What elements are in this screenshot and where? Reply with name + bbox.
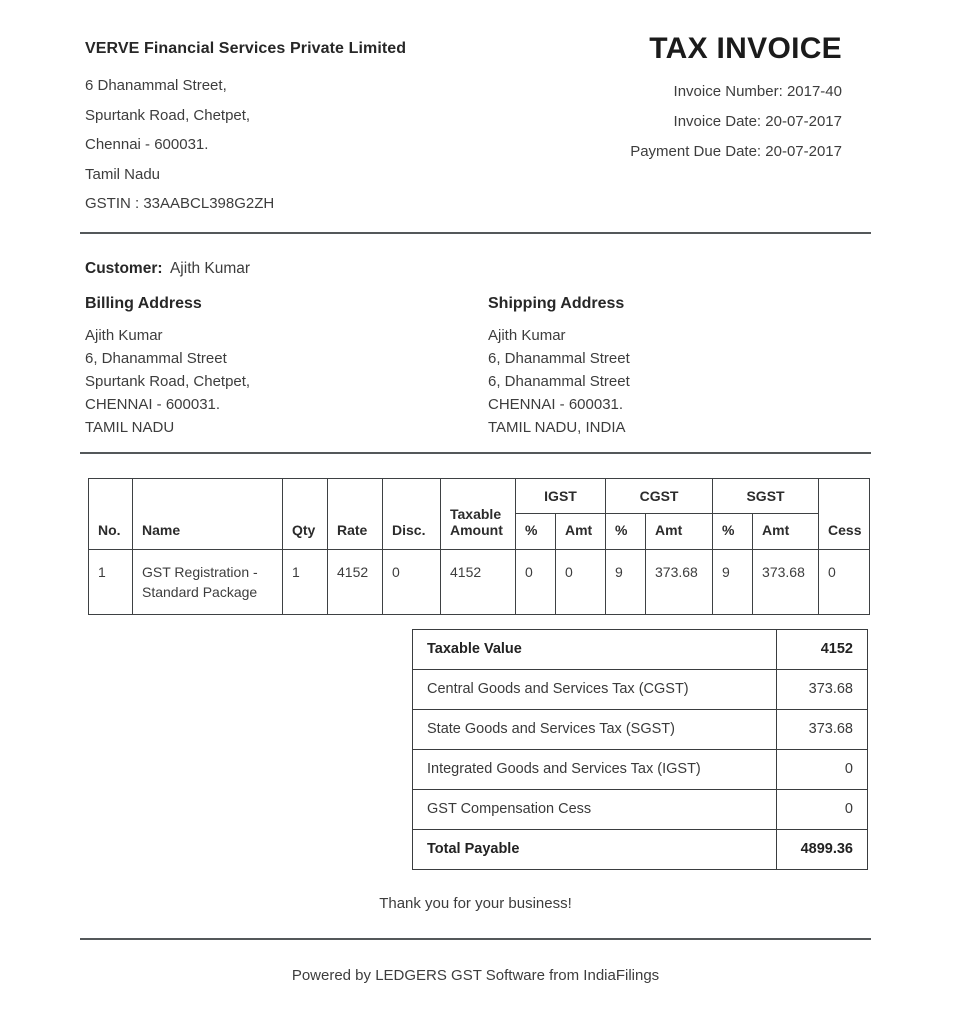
col-header-disc: Disc. xyxy=(383,478,441,549)
summary-label: Total Payable xyxy=(413,829,777,869)
customer-name: Ajith Kumar xyxy=(169,259,251,277)
addresses-section xyxy=(80,295,871,439)
item-row xyxy=(89,549,870,614)
summary-row-total-payable xyxy=(413,829,868,869)
invoice-header xyxy=(80,30,871,219)
address-divider xyxy=(80,452,871,454)
billing-address-line: CHENNAI - 600031. xyxy=(85,395,221,413)
seller-address-line: Spurtank Road, Chetpet, xyxy=(85,106,251,124)
col-header-igst: IGST xyxy=(516,478,606,513)
invoice-date-line xyxy=(630,107,842,137)
billing-address-heading: Billing Address xyxy=(85,294,202,312)
items-table xyxy=(88,478,870,615)
col-header-sgst-pct: % xyxy=(713,513,753,549)
payment-due-date-line xyxy=(630,137,842,167)
payment-due-date-value: 20-07-2017 xyxy=(765,143,842,160)
billing-address-line: 6, Dhanammal Street xyxy=(85,349,227,367)
summary-row-cgst xyxy=(413,669,868,709)
invoice-page xyxy=(80,0,871,984)
shipping-address-line: CHENNAI - 600031. xyxy=(488,395,624,413)
seller-gstin: GSTIN : 33AABCL398G2ZH xyxy=(85,195,275,212)
shipping-address-line: TAMIL NADU, INDIA xyxy=(488,418,626,436)
col-header-cgst: CGST xyxy=(606,478,713,513)
invoice-meta-block xyxy=(630,30,871,167)
item-no: 1 xyxy=(89,549,133,614)
shipping-address-line: 6, Dhanammal Street xyxy=(488,372,630,390)
invoice-number-value: 2017-40 xyxy=(786,83,842,100)
item-igst-pct: 0 xyxy=(516,549,556,614)
summary-row-sgst xyxy=(413,709,868,749)
billing-address-line: Spurtank Road, Chetpet, xyxy=(85,372,251,390)
payment-due-date-label: Payment Due Date: xyxy=(630,143,762,160)
col-header-igst-pct: % xyxy=(516,513,556,549)
invoice-date-value: 20-07-2017 xyxy=(765,113,842,130)
col-header-sgst-amt: Amt xyxy=(753,513,819,549)
invoice-date-label: Invoice Date: xyxy=(673,113,762,130)
summary-label: Integrated Goods and Services Tax (IGST) xyxy=(413,749,777,789)
item-sgst-pct: 9 xyxy=(713,549,753,614)
items-table-group-header-row xyxy=(89,478,870,513)
seller-block xyxy=(80,30,406,219)
shipping-address-line: 6, Dhanammal Street xyxy=(488,349,630,367)
summary-label: Central Goods and Services Tax (CGST) xyxy=(413,669,777,709)
summary-row-taxable-value xyxy=(413,629,868,669)
col-header-igst-amt: Amt xyxy=(556,513,606,549)
summary-value: 373.68 xyxy=(777,709,868,749)
footer-divider xyxy=(80,938,871,940)
item-igst-amt: 0 xyxy=(556,549,606,614)
item-qty: 1 xyxy=(283,549,328,614)
item-cgst-pct: 9 xyxy=(606,549,646,614)
powered-by-line: Powered by LEDGERS GST Software from IndiaFilings xyxy=(291,966,660,984)
invoice-number-label: Invoice Number: xyxy=(673,83,783,100)
col-header-qty: Qty xyxy=(283,478,328,549)
billing-address-line: Ajith Kumar xyxy=(85,326,163,344)
item-disc: 0 xyxy=(383,549,441,614)
item-sgst-amt: 373.68 xyxy=(753,549,819,614)
invoice-number-line xyxy=(630,77,842,107)
item-cess: 0 xyxy=(819,549,870,614)
col-header-cgst-pct: % xyxy=(606,513,646,549)
shipping-address-heading: Shipping Address xyxy=(488,294,625,312)
seller-address-line: Tamil Nadu xyxy=(85,165,161,183)
summary-value: 4899.36 xyxy=(777,829,868,869)
col-header-no: No. xyxy=(89,478,133,549)
shipping-address-block xyxy=(483,295,630,439)
seller-address-line: Chennai - 600031. xyxy=(85,136,209,153)
seller-name: VERVE Financial Services Private Limited xyxy=(85,40,407,57)
col-header-cgst-amt: Amt xyxy=(646,513,713,549)
header-divider xyxy=(80,232,871,234)
billing-address-block xyxy=(80,295,483,439)
col-header-rate: Rate xyxy=(328,478,383,549)
col-header-cess: Cess xyxy=(819,478,870,549)
item-name: GST Registration - Standard Package xyxy=(133,549,283,614)
summary-label: Taxable Value xyxy=(413,629,777,669)
col-header-sgst: SGST xyxy=(713,478,819,513)
col-header-taxable-amount: Taxable Amount xyxy=(441,478,516,549)
item-rate: 4152 xyxy=(328,549,383,614)
customer-line xyxy=(80,260,871,278)
summary-value: 0 xyxy=(777,749,868,789)
summary-value: 0 xyxy=(777,789,868,829)
customer-label: Customer: xyxy=(85,259,163,277)
item-taxable-amount: 4152 xyxy=(441,549,516,614)
summary-value: 373.68 xyxy=(777,669,868,709)
summary-row-cess xyxy=(413,789,868,829)
shipping-address-line: Ajith Kumar xyxy=(488,326,566,344)
billing-address-line: TAMIL NADU xyxy=(85,418,175,436)
col-header-name: Name xyxy=(133,478,283,549)
thank-you-message: Thank you for your business! xyxy=(379,894,572,912)
seller-address-line: 6 Dhanammal Street, xyxy=(85,77,227,94)
invoice-title: TAX INVOICE xyxy=(649,32,842,65)
summary-value: 4152 xyxy=(777,629,868,669)
summary-row-igst xyxy=(413,749,868,789)
item-cgst-amt: 373.68 xyxy=(646,549,713,614)
summary-label: State Goods and Services Tax (SGST) xyxy=(413,709,777,749)
summary-label: GST Compensation Cess xyxy=(413,789,777,829)
summary-table xyxy=(412,629,868,870)
